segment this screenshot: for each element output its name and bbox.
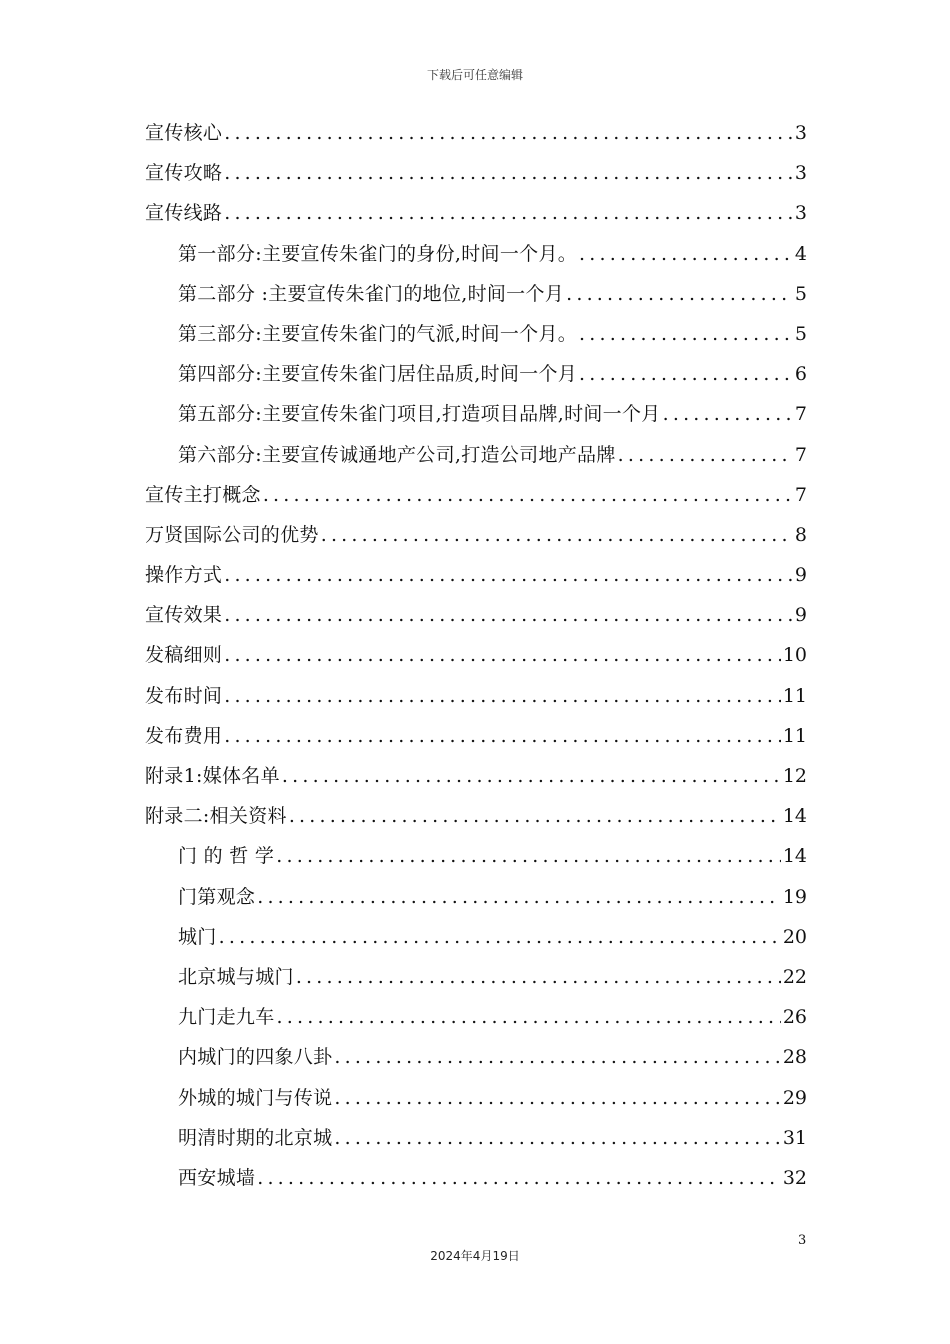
toc-entry-title: 明清时期的北京城 <box>178 1126 333 1149</box>
page-footer-date: 2024年4月19日 <box>430 1249 520 1263</box>
toc-entry-title: 城门 <box>178 925 217 948</box>
toc-dot-leader <box>332 1127 780 1149</box>
toc-entry-title: 第五部分:主要宣传朱雀门项目,打造项目品牌,时间一个月 <box>178 403 661 426</box>
toc-dot-leader <box>564 283 793 305</box>
toc-entry-title: 宣传攻略 <box>145 162 223 185</box>
toc-subentry[interactable] <box>145 1002 807 1042</box>
toc-entry-page: 10 <box>782 644 807 667</box>
toc-entry-title: 外城的城门与传说 <box>178 1086 333 1109</box>
toc-dot-leader <box>261 484 793 506</box>
toc-subentry[interactable] <box>145 922 807 962</box>
toc-dot-leader <box>287 805 781 827</box>
toc-dot-leader <box>222 604 793 626</box>
page-header: 下载后可任意编辑 <box>426 68 523 82</box>
toc-entry-page: 26 <box>782 1006 807 1029</box>
toc-subentry[interactable] <box>145 1083 807 1123</box>
toc-entry-page: 3 <box>794 122 807 144</box>
toc-dot-leader <box>577 243 793 265</box>
toc-entry[interactable] <box>145 118 807 158</box>
toc-entry-title: 门 的 哲 学 <box>178 845 275 868</box>
toc-entry[interactable] <box>145 158 807 198</box>
toc-entry[interactable] <box>145 721 807 761</box>
toc-entry-page: 12 <box>782 765 807 787</box>
toc-entry-page: 9 <box>794 604 807 627</box>
toc-entry-page: 20 <box>782 925 807 948</box>
toc-dot-leader <box>280 765 781 787</box>
toc-dot-leader <box>275 1006 781 1028</box>
toc-entry-page: 14 <box>782 805 807 828</box>
toc-subentry[interactable] <box>145 1123 807 1163</box>
toc-entry-title: 宣传主打概念 <box>145 483 261 506</box>
toc-dot-leader <box>255 886 781 908</box>
toc-entry-title: 发稿细则 <box>145 644 223 667</box>
toc-entry-title: 第一部分:主要宣传朱雀门的身份,时间一个月。 <box>178 242 578 265</box>
toc-entry-page: 29 <box>782 1086 807 1109</box>
toc-entry[interactable] <box>145 520 807 560</box>
toc-subentry[interactable] <box>145 359 807 399</box>
toc-entry-page: 6 <box>794 363 807 386</box>
toc-subentry[interactable] <box>145 1042 807 1082</box>
toc-subentry[interactable] <box>145 1163 807 1203</box>
toc-entry-title: 附录二:相关资料 <box>145 805 287 828</box>
toc-dot-leader <box>319 524 793 546</box>
toc-dot-leader <box>222 122 793 144</box>
toc-entry-title: 第二部分 :主要宣传朱雀门的地位,时间一个月 <box>178 282 565 305</box>
toc-dot-leader <box>577 323 793 345</box>
toc-subentry[interactable] <box>145 239 807 279</box>
toc-entry-title: 发布费用 <box>145 724 223 747</box>
toc-entry-page: 4 <box>794 242 807 265</box>
toc-dot-leader <box>222 725 781 747</box>
toc-dot-leader <box>577 363 793 385</box>
toc-subentry[interactable] <box>145 440 807 480</box>
toc-entry-page: 9 <box>794 564 807 587</box>
table-of-contents <box>145 118 807 1203</box>
toc-entry-page: 22 <box>782 965 807 988</box>
toc-entry-title: 万贤国际公司的优势 <box>145 523 319 546</box>
toc-entry[interactable] <box>145 801 807 841</box>
toc-subentry[interactable] <box>145 962 807 1002</box>
toc-entry-title: 九门走九车 <box>178 1006 275 1029</box>
toc-entry-page: 3 <box>794 162 807 185</box>
toc-entry[interactable] <box>145 560 807 600</box>
page-number: 3 <box>798 1233 807 1248</box>
toc-entry-page: 5 <box>794 282 807 305</box>
toc-subentry[interactable] <box>145 319 807 359</box>
toc-entry-page: 3 <box>794 202 807 225</box>
toc-entry-title: 发布时间 <box>145 684 223 707</box>
toc-entry[interactable] <box>145 681 807 721</box>
toc-dot-leader <box>616 444 793 466</box>
toc-entry-page: 7 <box>794 483 807 506</box>
toc-dot-leader <box>222 162 793 184</box>
toc-subentry[interactable] <box>145 279 807 319</box>
toc-dot-leader <box>222 644 781 666</box>
toc-entry[interactable] <box>145 600 807 640</box>
toc-dot-leader <box>661 403 793 425</box>
toc-entry-title: 北京城与城门 <box>178 965 294 988</box>
toc-dot-leader <box>332 1087 780 1109</box>
toc-entry-page: 7 <box>794 443 807 466</box>
toc-dot-leader <box>332 1046 780 1068</box>
toc-dot-leader <box>222 685 781 707</box>
toc-entry[interactable] <box>145 198 807 238</box>
toc-entry[interactable] <box>145 480 807 520</box>
toc-dot-leader <box>294 966 781 988</box>
toc-entry-page: 8 <box>794 523 807 546</box>
toc-entry-page: 19 <box>782 885 807 908</box>
toc-entry-page: 31 <box>782 1126 807 1149</box>
toc-entry[interactable] <box>145 640 807 680</box>
toc-entry-title: 操作方式 <box>145 564 223 587</box>
toc-entry-title: 第六部分:主要宣传诚通地产公司,打造公司地产品牌 <box>178 443 616 466</box>
toc-dot-leader <box>222 202 793 224</box>
toc-dot-leader <box>222 564 793 586</box>
toc-dot-leader <box>274 845 781 867</box>
toc-entry-page: 14 <box>782 845 807 868</box>
toc-entry-page: 11 <box>782 684 807 707</box>
toc-entry-title: 门第观念 <box>178 885 256 908</box>
toc-dot-leader <box>255 1167 781 1189</box>
toc-subentry[interactable] <box>145 882 807 922</box>
toc-entry-title: 西安城墙 <box>178 1166 256 1189</box>
toc-entry-title: 第三部分:主要宣传朱雀门的气派,时间一个月。 <box>178 322 578 345</box>
toc-entry-title: 宣传线路 <box>145 202 223 225</box>
toc-entry-page: 28 <box>782 1046 807 1069</box>
toc-entry-title: 附录1:媒体名单 <box>145 765 280 787</box>
toc-entry-page: 11 <box>782 724 807 747</box>
toc-entry-title: 第四部分:主要宣传朱雀门居住品质,时间一个月 <box>178 363 578 386</box>
toc-dot-leader <box>217 926 781 948</box>
toc-entry-title: 内城门的四象八卦 <box>178 1046 333 1069</box>
toc-subentry[interactable] <box>145 399 807 439</box>
toc-entry-title: 宣传核心 <box>145 122 223 144</box>
toc-entry-title: 宣传效果 <box>145 604 223 627</box>
toc-entry-page: 7 <box>794 403 807 426</box>
toc-entry[interactable] <box>145 761 807 801</box>
toc-subentry[interactable] <box>145 841 807 881</box>
toc-entry-page: 5 <box>794 322 807 345</box>
toc-entry-page: 32 <box>782 1166 807 1189</box>
